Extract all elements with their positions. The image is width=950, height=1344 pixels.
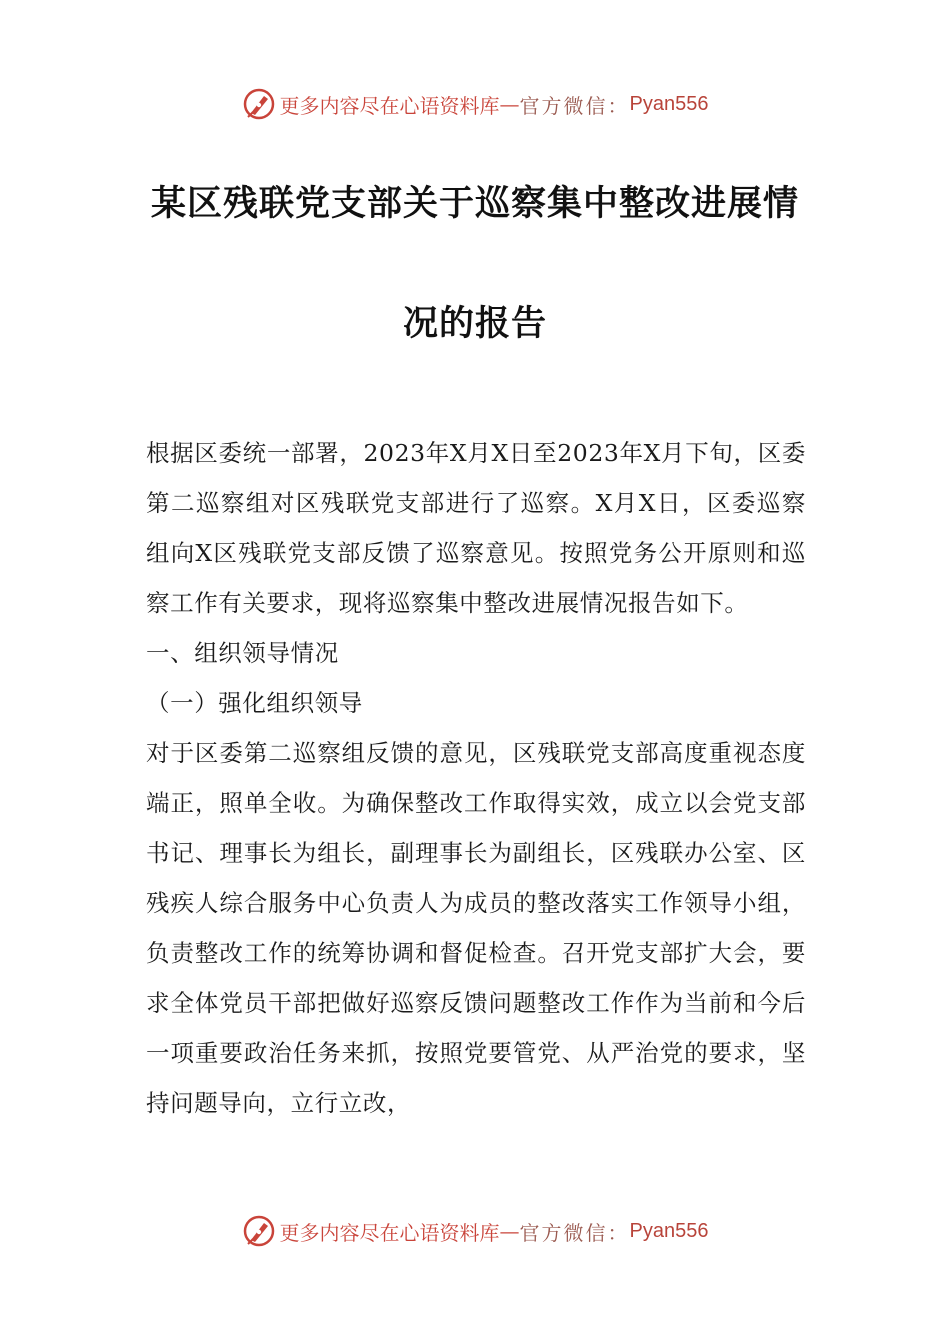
- paragraph-organization: 对于区委第二巡察组反馈的意见，区残联党支部高度重视态度端正，照单全收。为确保整改工作取得实效，成立以会党支部书记、理事长为组长，副理事长为副组长，区残联办公室、区残疾人综合服务中心负责人为成员的整改落实工作领导小组，负责整改工作的统筹协调和督促检查。召开党支部扩大会，要求全体党员干部把做好巡察反馈问题整改工作作为当前和今后一项重要政治任务来抓，按照党要管党、从严治党的要求，坚持问题导向，立行立改，: [146, 739, 806, 1117]
- section-heading-1: 一、组织领导情况: [146, 639, 339, 667]
- watermark-wechat-label: 官方微信：: [519, 93, 630, 118]
- watermark-main-text: 更多内容尽在心语资料库: [279, 93, 500, 118]
- watermark-main-text: 更多内容尽在心语资料库: [279, 1220, 500, 1245]
- subsection-heading-1: （一）强化组织领导: [146, 689, 363, 717]
- watermark-dash: —: [499, 1219, 520, 1243]
- document-body: [146, 428, 806, 1128]
- watermark-dash: —: [499, 92, 520, 116]
- paragraph-intro: 根据区委统一部署，2023年X月X日至2023年X月下旬，区委第二巡察组对区残联党支部进行了巡察。X月X日，区委巡察组向X区残联党支部反馈了巡察意见。按照党务公开原则和巡察工作有关要求，现将巡察集中整改进展情况报告如下。: [146, 439, 806, 617]
- watermark-wechat-id: Pyan556: [629, 1219, 709, 1242]
- watermark-wechat-label: 官方微信：: [519, 1220, 630, 1245]
- header-watermark: [0, 84, 950, 124]
- pen-nib-circle-icon: [242, 1214, 276, 1248]
- footer-watermark: [0, 1211, 950, 1251]
- pen-nib-circle-icon: [242, 87, 276, 121]
- document-title-line-2: 况的报告: [402, 303, 547, 344]
- watermark-wechat-id: Pyan556: [629, 92, 709, 115]
- document-title-line-1: 某区残联党支部关于巡察集中整改进展情: [150, 183, 799, 224]
